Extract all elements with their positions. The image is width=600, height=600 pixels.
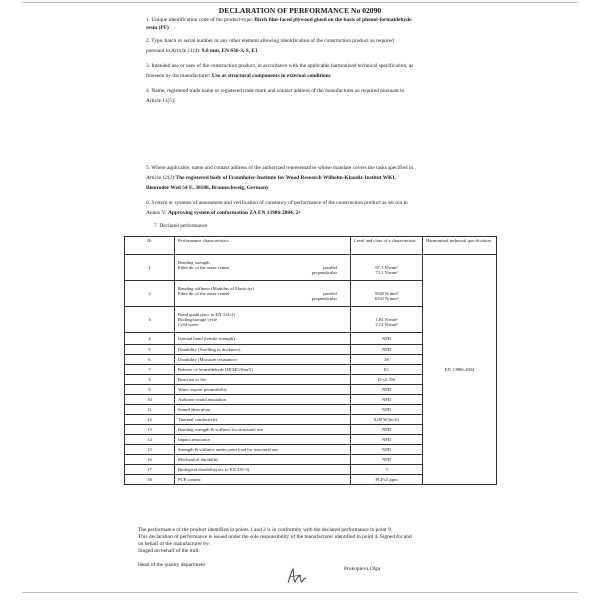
top-rule (22, 2, 578, 3)
item-1-line-1: 1. Unique identification code of the product-type: Birch film-faced plywood glued on the basis of phenol-formaldehyde (146, 17, 412, 23)
fibre-direction (337, 367, 347, 372)
item-3-line-1: 3. Intended use or uses of the construction product, in accordance with the applicable harmonized technical specification, as (146, 63, 414, 69)
characteristic-text: PCP content (178, 476, 201, 482)
level-value: 87,1 N/mm² (375, 264, 398, 270)
characteristic-line (178, 322, 347, 327)
characteristic-text: Cold water (178, 322, 199, 328)
characteristic-text: Sound absorption (178, 406, 211, 412)
level-cell (351, 415, 423, 425)
fibre-direction: perpendicular (311, 296, 337, 302)
level-value: PCP≤5 ppm (375, 476, 398, 482)
document-title: DECLARATION OF PERFORMANCE No 02090 (218, 6, 382, 15)
level-cell (351, 475, 423, 485)
level-cell (351, 281, 423, 307)
fibre-direction: parallel (323, 264, 337, 270)
level-cell (351, 445, 423, 455)
characteristic-line (178, 367, 347, 372)
characteristic-text: Durability (Swelling in thickness) (178, 346, 241, 352)
characteristic-line (178, 347, 347, 352)
item-1-line-2: resin (PF) (146, 25, 169, 31)
row-number: 8 (125, 375, 175, 385)
level-value: 73,1 N/mm² (375, 270, 398, 276)
characteristic-line (178, 357, 347, 362)
fibre-direction (337, 377, 347, 382)
row-number: 11 (125, 405, 175, 415)
characteristic-text: Bending strength & stiffness for structural use (178, 426, 263, 432)
footer-line-3: on behalf of the manufacturer by: (138, 541, 211, 547)
row-number: 16 (125, 455, 175, 465)
level-cell (351, 395, 423, 405)
fibre-direction (337, 357, 347, 362)
item-5-line-1: 5. Where applicable, name and contact address of the authorized representative whose mandate covers the tasks specified in (146, 165, 414, 171)
characteristic-text: Bending strength (178, 259, 210, 265)
fibre-direction (337, 347, 347, 352)
level-value: 6332 N/mm² (374, 296, 399, 302)
handwritten-signature (284, 566, 308, 586)
characteristic-cell (175, 375, 351, 385)
level-value: NPD (381, 436, 392, 442)
fibre-direction (337, 417, 347, 422)
characteristic-cell (175, 395, 351, 405)
level-value: NPD (381, 346, 392, 352)
item-2-line-1: 2. Type, batch or serial number or any other element allowing identification of the construction product as required (146, 38, 394, 44)
level-value: NPD (381, 426, 392, 432)
footer-line-2: This declaration of performance is issued under the sole responsibility of the manufacturer identified in point 4. Signed for and (138, 534, 412, 540)
characteristic-text: Airborne sound insulation (178, 396, 226, 402)
characteristic-text: Fibre dir of the outer veneer (178, 264, 230, 270)
level-cell (351, 425, 423, 435)
level-cell (351, 255, 423, 281)
header-no: № (125, 237, 175, 255)
fibre-direction (337, 427, 347, 432)
row-number: 12 (125, 415, 175, 425)
characteristic-line (178, 407, 347, 412)
fibre-direction (337, 387, 347, 392)
level-cell (351, 345, 423, 355)
level-value: NPD (381, 446, 392, 452)
row-number: 18 (125, 475, 175, 485)
level-value: 3 (385, 466, 388, 472)
fibre-direction (337, 477, 347, 482)
bottom-rule (22, 592, 578, 593)
characteristic-line (178, 437, 347, 442)
level-cell (351, 375, 423, 385)
level-value: 2,12 N/mm² (375, 322, 398, 328)
footer-line-1: The performance of the product identified in points 1 and 2 is in conformity with the declared performance in point 9. (138, 527, 393, 533)
item-5-line-2: Article 12(2):The registered body of Fraunhofer-Institute for Wood Research Wilhelm-Klaudiz-Institut WKI, (146, 175, 396, 181)
level-value: 0,09 W/(m·k) (373, 416, 400, 422)
level-cell (351, 333, 423, 345)
characteristic-cell (175, 345, 351, 355)
row-number: 9 (125, 385, 175, 395)
performance-table (124, 236, 497, 485)
characteristic-line (178, 457, 347, 462)
fibre-direction (337, 467, 347, 472)
characteristic-text: Boiling/storage cycle (178, 316, 218, 322)
level-cell (351, 385, 423, 395)
characteristic-text: Biological durability(acc to EN 335-3) (178, 466, 250, 472)
characteristic-line (178, 387, 347, 392)
characteristic-text: Release of formaldehyde [HCHO/(hm²)] (178, 366, 253, 372)
table-header-row (125, 237, 497, 255)
characteristic-cell (175, 445, 351, 455)
characteristic-cell (175, 365, 351, 375)
level-value: 1,84 N/mm² (375, 316, 398, 322)
characteristic-cell (175, 405, 351, 415)
item-2-line-2: pursuant to Article 11(4): 9,0 mm, EN 636-3, S, E1 (146, 48, 258, 54)
characteristic-cell (175, 425, 351, 435)
characteristic-cell (175, 281, 351, 307)
level-cell (351, 365, 423, 375)
level-value: NPD (381, 386, 392, 392)
level-value: 9540 N/mm² (374, 290, 399, 296)
characteristic-line (178, 336, 347, 341)
characteristic-line (178, 427, 347, 432)
row-number: 3 (125, 307, 175, 333)
row-number: 17 (125, 465, 175, 475)
item-5-line-3: Bienroder Wed 54 E, 38108, Braunschweig, Germany (146, 185, 269, 191)
fibre-direction (337, 447, 347, 452)
characteristic-cell (175, 255, 351, 281)
characteristic-cell (175, 415, 351, 425)
level-cell (351, 455, 423, 465)
item-4-line-1: 4. Name, registered trade name or registered trade mark and contact address of the manufacturer as required pursuant to (146, 88, 405, 94)
row-number: 5 (125, 345, 175, 355)
characteristic-text: Fibre dir of the outer veneer (178, 290, 230, 296)
level-cell (351, 307, 423, 333)
level-value: E1 (383, 366, 390, 372)
characteristic-cell (175, 333, 351, 345)
row-number: 7 (125, 365, 175, 375)
signatory-name: Prokopieva Olga (344, 566, 381, 572)
item-6-line-1: 6. System or systems of assessment and verification of constancy of performance of the construction product as set out in (146, 200, 408, 206)
fibre-direction (337, 407, 347, 412)
characteristic-cell (175, 307, 351, 333)
characteristic-line (178, 477, 347, 482)
level-value: 3S (384, 356, 389, 362)
level-cell (351, 435, 423, 445)
level-cell (351, 405, 423, 415)
fibre-direction (337, 437, 347, 442)
level-value: D-s2, D0 (378, 376, 395, 382)
characteristic-text: Bond quality(acc to EN 314-2) (178, 311, 235, 317)
row-number: 13 (125, 425, 175, 435)
characteristic-cell (175, 435, 351, 445)
level-value: NPD (381, 396, 392, 402)
footer-line-5: Head of the quality department (138, 562, 206, 568)
characteristic-cell (175, 385, 351, 395)
fibre-direction: parallel (323, 290, 337, 296)
level-value: NPD (381, 335, 392, 341)
row-number: 2 (125, 281, 175, 307)
item-3-line-2: foreseen by the manufacturer: Use as structural components in external conditions (146, 73, 331, 79)
row-number: 6 (125, 355, 175, 365)
fibre-direction (337, 322, 347, 327)
header-level: Level and class of a characteristic (351, 237, 423, 255)
row-number: 4 (125, 333, 175, 345)
fibre-direction (337, 397, 347, 402)
item-4-line-2: Article 11(5): (146, 98, 176, 104)
characteristic-line (178, 296, 347, 301)
characteristic-text: Reaction to fire (178, 376, 207, 382)
level-value: NPD (381, 406, 392, 412)
characteristic-line (178, 397, 347, 402)
level-cell (351, 355, 423, 365)
fibre-direction (337, 336, 347, 341)
characteristic-text: Water vapour permeability (178, 386, 228, 392)
characteristic-line (178, 270, 347, 275)
fibre-direction (337, 457, 347, 462)
row-number: 1 (125, 255, 175, 281)
row-number: 14 (125, 435, 175, 445)
header-characteristic: Performance characteristics (175, 237, 351, 255)
row-number: 15 (125, 445, 175, 455)
characteristic-line (178, 467, 347, 472)
characteristic-cell (175, 455, 351, 465)
header-standard: Harmonised technical specification (423, 237, 497, 255)
standard-cell: EN 13986:2004 (423, 255, 497, 485)
characteristic-text: Impact resistance (178, 436, 211, 442)
level-cell (351, 465, 423, 475)
characteristic-cell (175, 475, 351, 485)
characteristic-text: Bending stiffness (Modulus of Elasticity) (178, 285, 254, 291)
characteristic-text: Thermal conductivity (178, 416, 218, 422)
level-value: NPD (381, 456, 392, 462)
characteristic-text: Mechanical durability (178, 456, 219, 462)
characteristic-line (178, 417, 347, 422)
row-number: 10 (125, 395, 175, 405)
item-6-line-2: Annex V: Approving system of conformation ZA EN 13986:2004, 2+ (146, 210, 302, 216)
characteristic-line (178, 377, 347, 382)
item-7-heading: 7. Declared performance (154, 223, 208, 229)
characteristic-cell (175, 465, 351, 475)
characteristic-line (178, 447, 347, 452)
characteristic-text: Durability (Moisture resistance) (178, 356, 237, 362)
characteristic-text: Internal bond (tensile strength) (178, 335, 235, 341)
table-row (125, 255, 497, 281)
characteristic-text: Strength & stiffness under point load for structural use (178, 446, 279, 452)
fibre-direction: perpendicular (311, 270, 337, 276)
footer-line-4: Singed on behalf of the mill: (138, 548, 200, 554)
characteristic-cell (175, 355, 351, 365)
